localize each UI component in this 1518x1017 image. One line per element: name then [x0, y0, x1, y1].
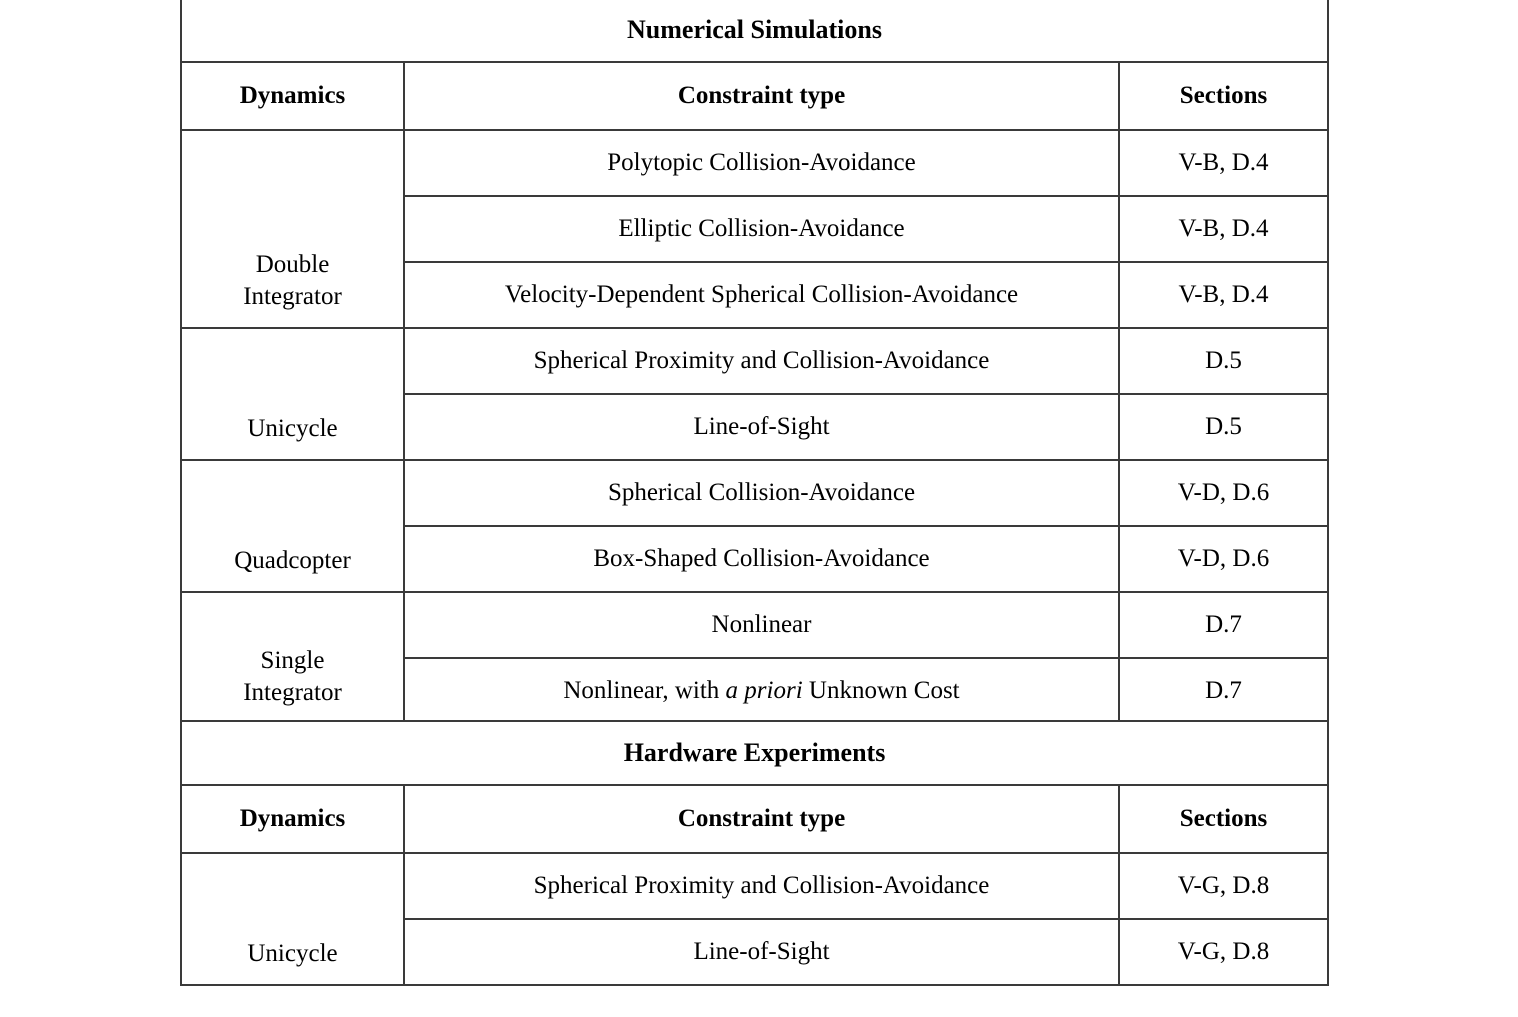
table-row: [181, 328, 1328, 394]
table-header-row: [181, 785, 1328, 853]
constraint-type-cell: Line-of-Sight: [404, 394, 1119, 460]
dynamics-label-line: Single: [260, 647, 325, 674]
hardware-experiments-table-wrapper: [180, 720, 1327, 986]
dynamics-label-line: Quadcopter: [234, 547, 351, 574]
table-row: [181, 592, 1328, 658]
column-header-sections: Sections: [1119, 62, 1328, 130]
constraint-type-cell: Nonlinear: [404, 592, 1119, 658]
dynamics-label-line: Integrator: [243, 679, 342, 706]
dynamics-cell-double-integrator: [181, 130, 404, 328]
sections-cell: V-G, D.8: [1119, 919, 1328, 985]
column-header-constraint-type: Constraint type: [404, 62, 1119, 130]
sections-cell: V-G, D.8: [1119, 853, 1328, 919]
column-header-dynamics: Dynamics: [181, 62, 404, 130]
table-title: Hardware Experiments: [181, 721, 1328, 785]
dynamics-label-line: Integrator: [243, 283, 342, 310]
sections-cell: V-D, D.6: [1119, 460, 1328, 526]
constraint-type-cell: Box-Shaped Collision-Avoidance: [404, 526, 1119, 592]
constraint-type-cell: Spherical Proximity and Collision-Avoidance: [404, 328, 1119, 394]
sections-cell: V-B, D.4: [1119, 130, 1328, 196]
table-row: [181, 130, 1328, 196]
column-header-dynamics: Dynamics: [181, 785, 404, 853]
sections-cell: V-D, D.6: [1119, 526, 1328, 592]
sections-cell: V-B, D.4: [1119, 262, 1328, 328]
sections-cell: D.7: [1119, 592, 1328, 658]
table-header-row: [181, 62, 1328, 130]
constraint-type-cell: Spherical Proximity and Collision-Avoidance: [404, 853, 1119, 919]
table-title: Numerical Simulations: [181, 0, 1328, 62]
numerical-simulations-table-wrapper: [180, 0, 1327, 725]
hardware-experiments-table: [180, 720, 1329, 986]
constraint-type-cell: Line-of-Sight: [404, 919, 1119, 985]
numerical-simulations-table: [180, 0, 1329, 725]
table-row: [181, 853, 1328, 919]
constraint-type-cell: Spherical Collision-Avoidance: [404, 460, 1119, 526]
table-row: [181, 460, 1328, 526]
sections-cell: D.5: [1119, 394, 1328, 460]
table-title-row: [181, 0, 1328, 62]
column-header-sections: Sections: [1119, 785, 1328, 853]
sections-cell: D.5: [1119, 328, 1328, 394]
column-header-constraint-type: Constraint type: [404, 785, 1119, 853]
constraint-type-cell: Polytopic Collision-Avoidance: [404, 130, 1119, 196]
dynamics-label-line: Unicycle: [247, 415, 338, 442]
constraint-type-cell: Elliptic Collision-Avoidance: [404, 196, 1119, 262]
dynamics-cell-single-integrator: [181, 592, 404, 724]
sections-cell: V-B, D.4: [1119, 196, 1328, 262]
dynamics-cell-unicycle: [181, 853, 404, 985]
table-title-row: [181, 721, 1328, 785]
dynamics-label-line: Double: [255, 251, 330, 278]
text-run: Nonlinear, with: [563, 677, 726, 704]
constraint-type-cell: Velocity-Dependent Spherical Collision-Avoidance: [404, 262, 1119, 328]
italic-text-run: a priori: [725, 677, 803, 704]
text-run: Unknown Cost: [802, 677, 960, 704]
sections-cell: D.7: [1119, 658, 1328, 724]
constraint-type-cell-rich: [404, 658, 1119, 724]
dynamics-cell-unicycle: [181, 328, 404, 460]
dynamics-cell-quadcopter: [181, 460, 404, 592]
dynamics-label-line: Unicycle: [247, 940, 338, 967]
